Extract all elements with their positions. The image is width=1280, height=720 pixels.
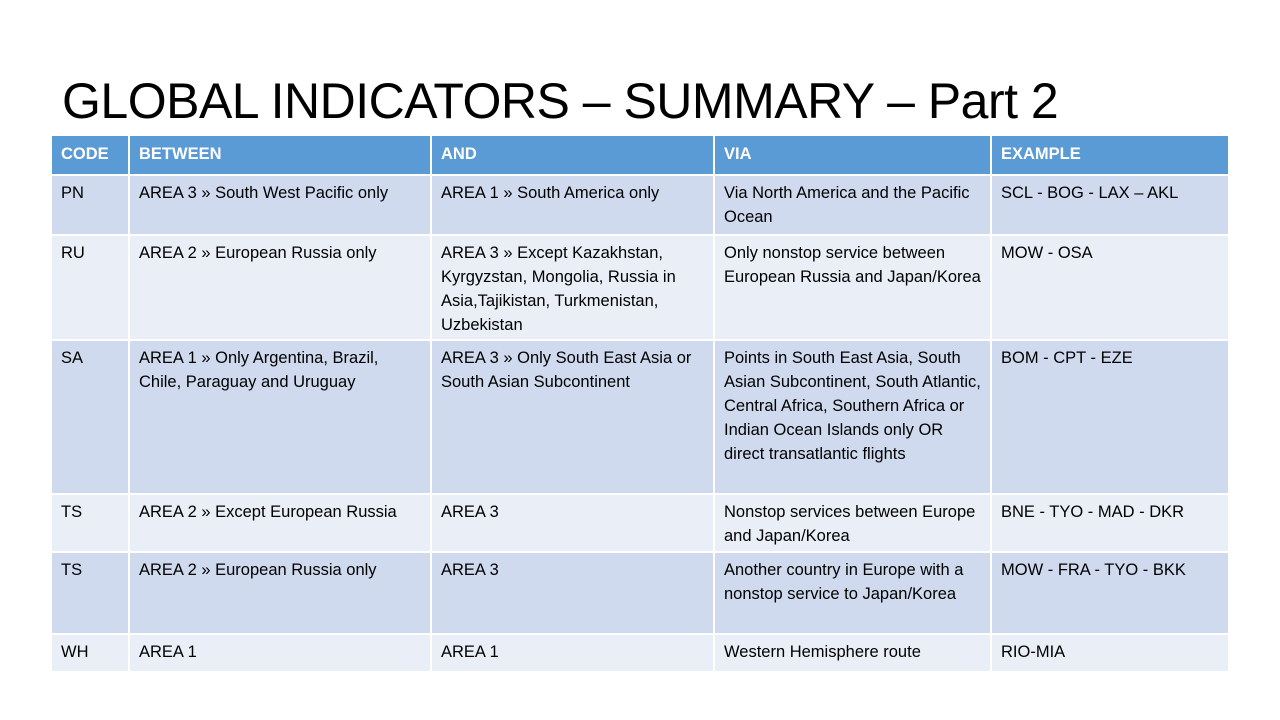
cell-code: TS <box>52 494 129 552</box>
cell-via: Nonstop services between Europe and Japan/Korea <box>714 494 991 552</box>
global-indicators-table <box>52 136 1228 671</box>
cell-example: RIO-MIA <box>991 634 1228 671</box>
cell-code: PN <box>52 175 129 235</box>
cell-between: AREA 2 » Except European Russia <box>129 494 431 552</box>
cell-code: WH <box>52 634 129 671</box>
header-example: EXAMPLE <box>991 136 1228 175</box>
cell-via: Points in South East Asia, South Asian Subcontinent, South Atlantic, Central Africa, Southern Africa or Indian Ocean Islands only OR direct transatlantic flights <box>714 340 991 494</box>
cell-and: AREA 3 » Only South East Asia or South Asian Subcontinent <box>431 340 714 494</box>
cell-example: MOW - FRA - TYO - BKK <box>991 552 1228 634</box>
table-row <box>52 634 1228 671</box>
table-row <box>52 552 1228 634</box>
cell-between: AREA 1 <box>129 634 431 671</box>
cell-and: AREA 3 <box>431 494 714 552</box>
cell-example: BOM - CPT - EZE <box>991 340 1228 494</box>
table-row <box>52 175 1228 235</box>
cell-code: TS <box>52 552 129 634</box>
cell-example: MOW - OSA <box>991 235 1228 340</box>
cell-code: SA <box>52 340 129 494</box>
header-code: CODE <box>52 136 129 175</box>
cell-and: AREA 3 » Except Kazakhstan, Kyrgyzstan, Mongolia, Russia in Asia,Tajikistan, Turkmenistan, Uzbekistan <box>431 235 714 340</box>
table-row <box>52 494 1228 552</box>
header-via: VIA <box>714 136 991 175</box>
cell-via: Another country in Europe with a nonstop service to Japan/Korea <box>714 552 991 634</box>
header-between: BETWEEN <box>129 136 431 175</box>
cell-between: AREA 2 » European Russia only <box>129 552 431 634</box>
cell-between: AREA 1 » Only Argentina, Brazil, Chile, Paraguay and Uruguay <box>129 340 431 494</box>
cell-between: AREA 2 » European Russia only <box>129 235 431 340</box>
cell-and: AREA 3 <box>431 552 714 634</box>
cell-and: AREA 1 <box>431 634 714 671</box>
table-header-row <box>52 136 1228 175</box>
header-and: AND <box>431 136 714 175</box>
cell-via: Western Hemisphere route <box>714 634 991 671</box>
table-row <box>52 235 1228 340</box>
cell-and: AREA 1 » South America only <box>431 175 714 235</box>
slide-title: GLOBAL INDICATORS – SUMMARY – Part 2 <box>62 73 1059 129</box>
cell-example: SCL - BOG - LAX – AKL <box>991 175 1228 235</box>
cell-via: Via North America and the Pacific Ocean <box>714 175 991 235</box>
cell-via: Only nonstop service between European Russia and Japan/Korea <box>714 235 991 340</box>
cell-between: AREA 3 » South West Pacific only <box>129 175 431 235</box>
cell-example: BNE - TYO - MAD - DKR <box>991 494 1228 552</box>
cell-code: RU <box>52 235 129 340</box>
table-row <box>52 340 1228 494</box>
